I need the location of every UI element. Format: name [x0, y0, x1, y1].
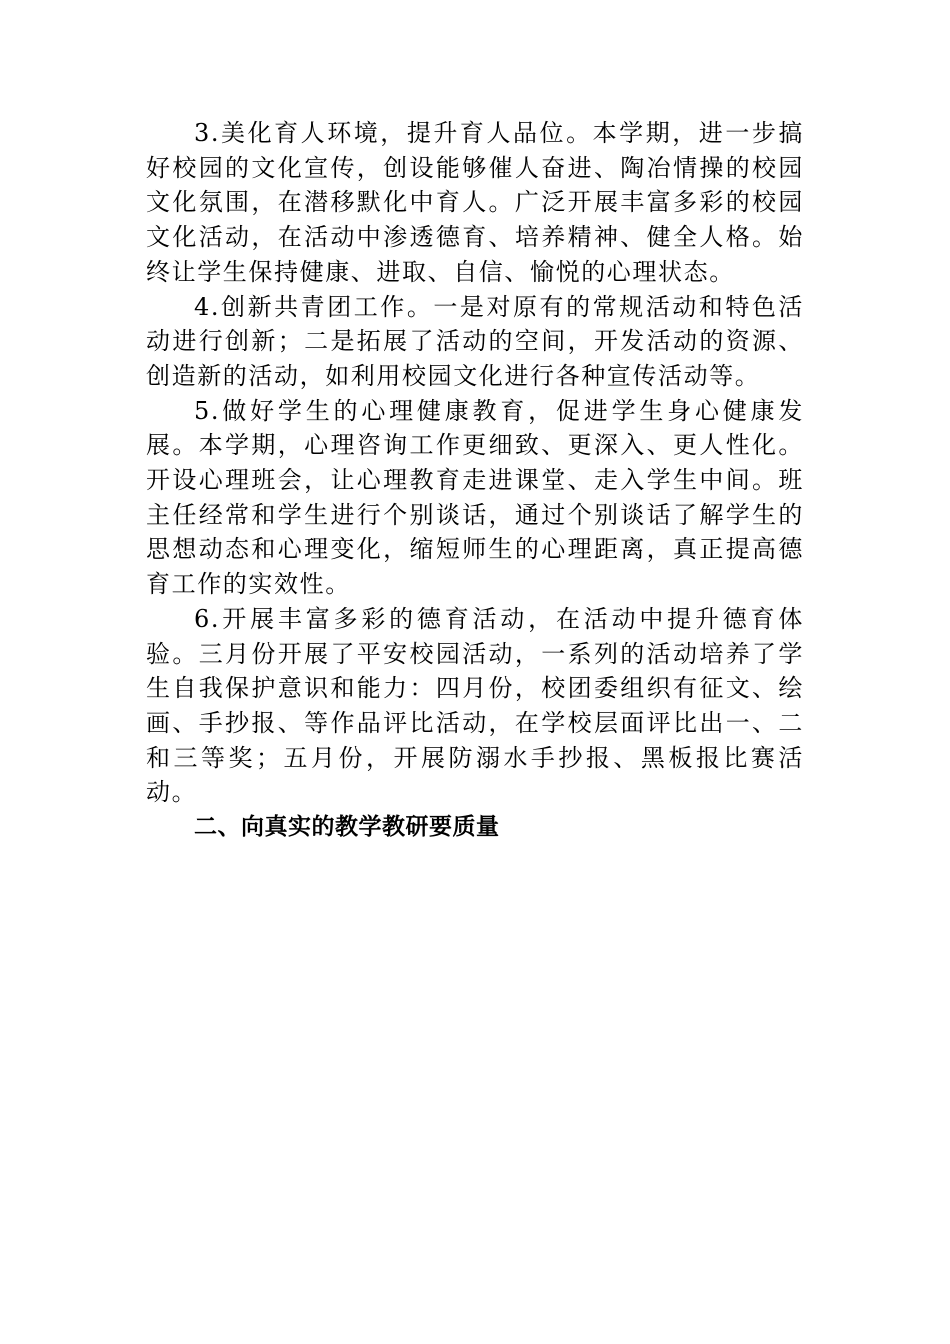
paragraph-environment: 3.美化育人环境，提升育人品位。本学期，进一步搞好校园的文化宣传，创设能够催人奋进、陶冶情操的校园文化氛围，在潜移默化中育人。广泛开展丰富多彩的校园文化活动，在活动中渗透德育、培养精神、健全人格。始终让学生保持健康、进取、自信、愉悦的心理状态。 [146, 119, 804, 286]
paragraph-youth-league: 4.创新共青团工作。一是对原有的常规活动和特色活动进行创新；二是拓展了活动的空间，开发活动的资源、创造新的活动，如利用校园文化进行各种宣传活动等。 [146, 292, 804, 390]
section-heading: 二、向真实的教学教研要质量 [194, 814, 500, 841]
paragraph-mental-health: 5.做好学生的心理健康教育，促进学生身心健康发展。本学期，心理咨询工作更细致、更深入、更人性化。开设心理班会，让心理教育走进课堂、走入学生中间。班主任经常和学生进行个别谈话，通过个别谈话了解学生的思想动态和心理变化，缩短师生的心理距离，真正提高德育工作的实效性。 [146, 396, 804, 599]
document-body [146, 116, 804, 845]
paragraph-moral-activities: 6.开展丰富多彩的德育活动，在活动中提升德育体验。三月份开展了平安校园活动，一系列的活动培养了学生自我保护意识和能力：四月份，校团委组织有征文、绘画、手抄报、等作品评比活动，在学校层面评比出一、二和三等奖；五月份，开展防溺水手抄报、黑板报比赛活动。 [146, 604, 804, 807]
